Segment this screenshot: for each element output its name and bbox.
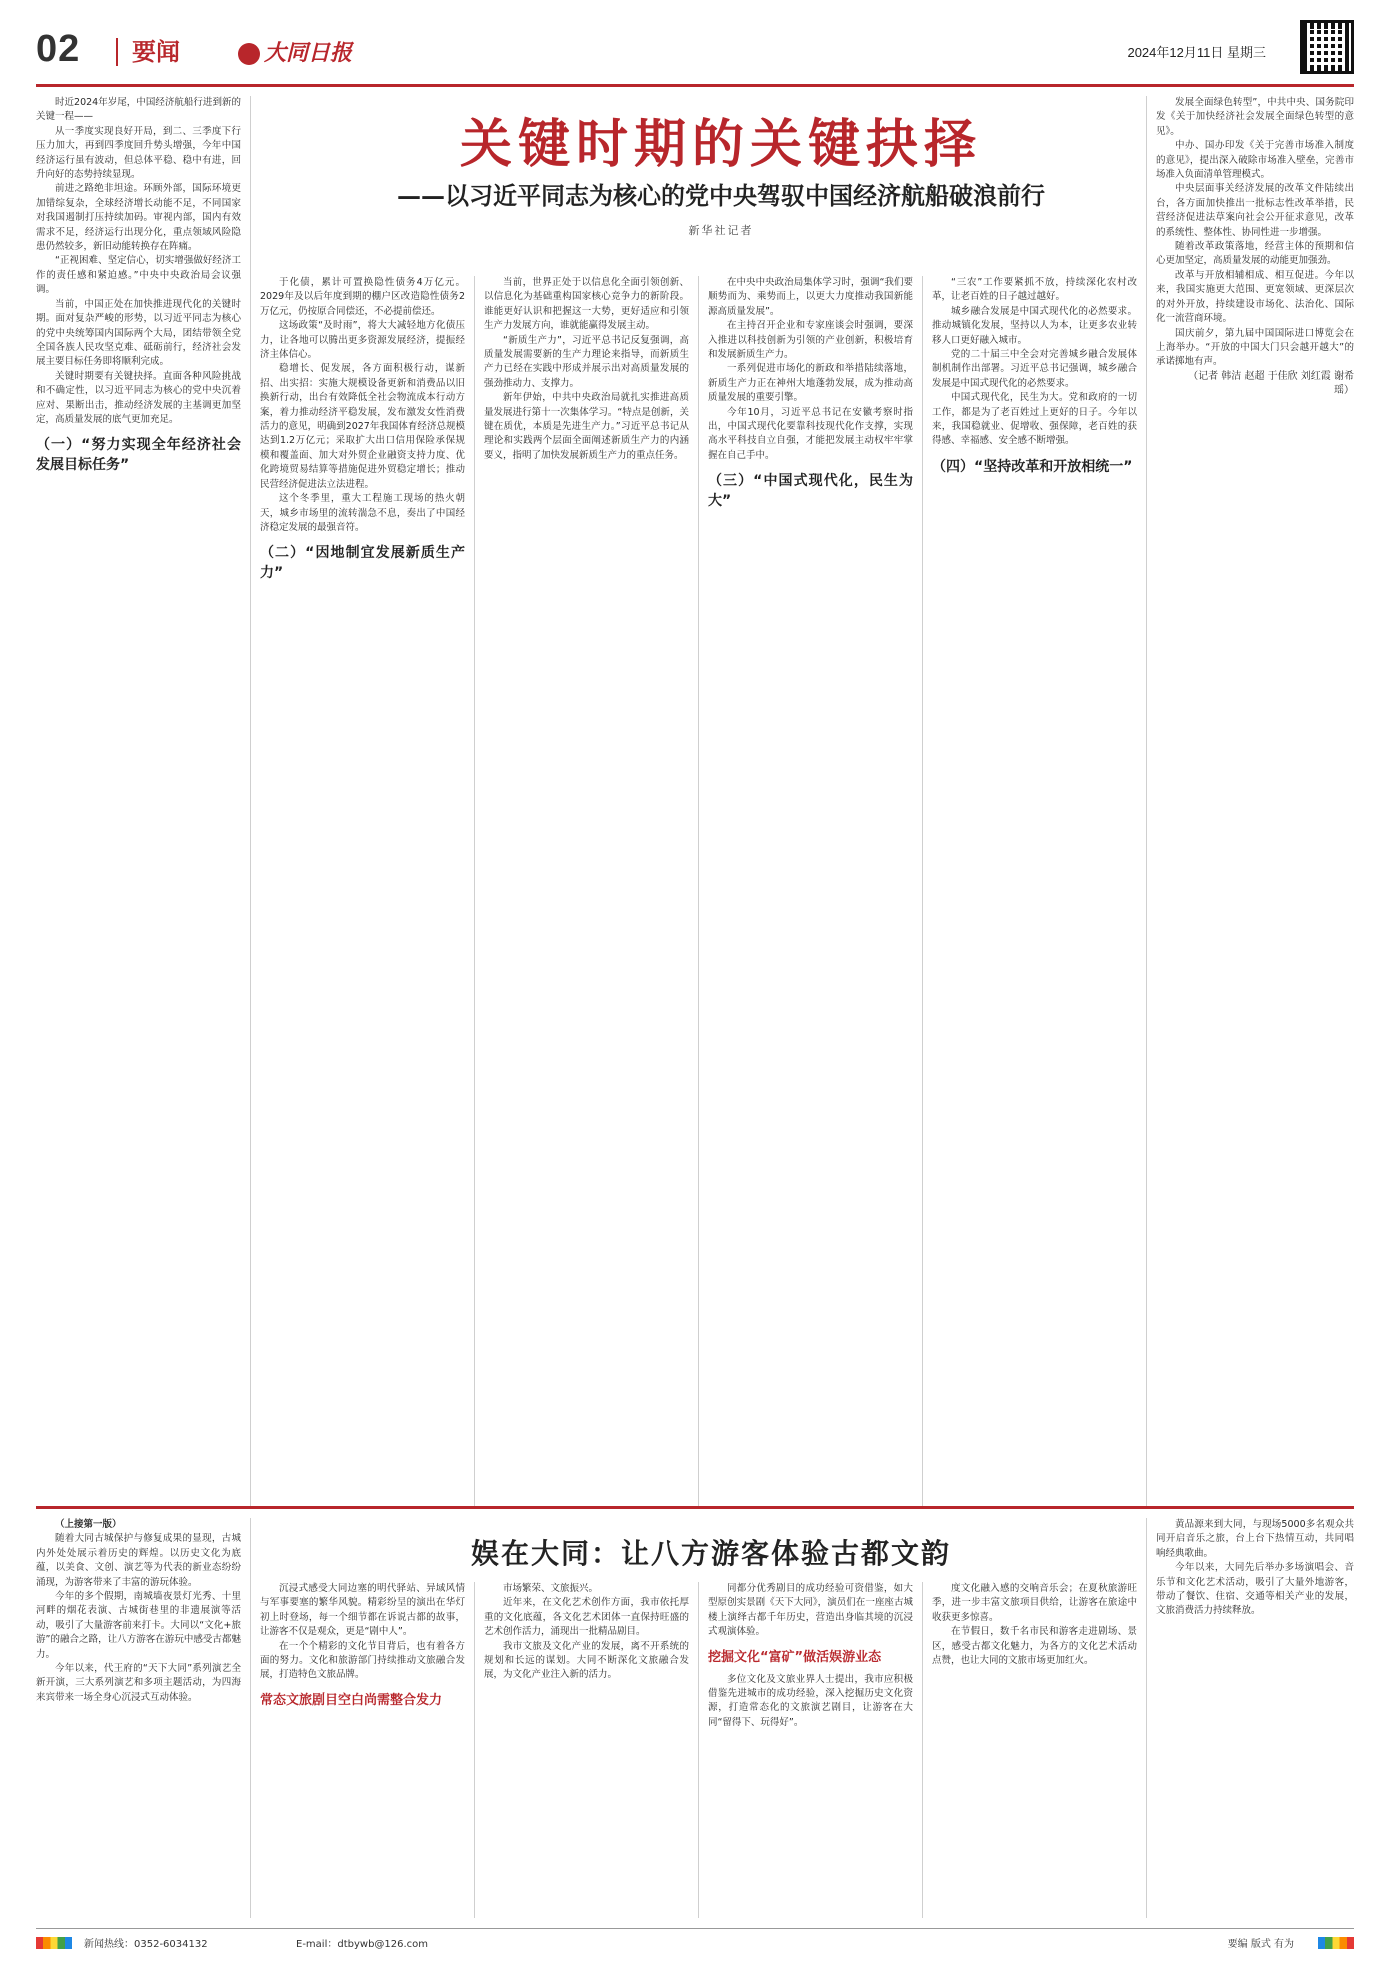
masthead-name: 大同日报 (264, 40, 353, 66)
column-rule (1146, 1518, 1147, 1918)
reporter-credits: （记者 韩洁 赵超 于佳欣 刘红霞 谢希瑶） (1188, 370, 1354, 397)
paragraph: 时近2024年岁尾，中国经济航船行进到新的关键一程—— (36, 97, 241, 123)
article-column (932, 276, 1137, 1506)
column-rule (922, 276, 923, 1506)
paragraph: “正视困难、坚定信心，切实增强做好经济工作的责任感和紧迫感。”中央中央政治局会议强调。 (36, 255, 241, 296)
column-rule (250, 96, 251, 1506)
paragraph: 沉浸式感受大同边塞的明代驿站、异域风情与军事要塞的繁华风貌。精彩纷呈的演出在华灯初上时登场，每一个细节都在诉说古都的故事，让游客不仅是观众，更是“剧中人”。 (260, 1583, 465, 1638)
paragraph: 中央层面事关经济发展的改革文件陆续出台，各方面加快推出一批标志性改革举措，民营经济促进法草案向社会公开征求意见，改革的系统性、整体性、协同性进一步增强。 (1156, 183, 1354, 238)
paragraph: 黄品源来到大同，与现场5000多名观众共同开启音乐之旅，台上台下热情互动，共同唱响经典歌曲。 (1156, 1519, 1354, 1559)
article-column (260, 1582, 465, 1918)
paragraph: 中办、国办印发《关于完善市场准入制度的意见》，提出深入破除市场准入壁垒，完善市场准入负面清单管理模式。 (1156, 140, 1354, 181)
masthead-emblem-icon (238, 43, 260, 65)
continued-from: （上接第一版） (55, 1519, 122, 1530)
bottom-article (36, 1518, 1354, 1920)
contact-email: E-mail：dtbywb@126.com (296, 1939, 429, 1950)
paragraph: 党的二十届三中全会对完善城乡融合发展体制机制作出部署。习近平总书记强调，城乡融合发展是中国式现代化的必然要求。 (932, 349, 1137, 389)
color-bar-icon (36, 1937, 72, 1949)
section-name: 要闻 (116, 38, 180, 66)
paragraph: 从一季度实现良好开局，到二、三季度下行压力加大，再到四季度回升势头增强，今年中国经济运行虽有波动，但总体平稳、稳中有进，回升向好的态势持续显现。 (36, 125, 241, 181)
paragraph: 中国式现代化，民生为大。党和政府的一切工作，都是为了老百姓过上更好的日子。今年以来，我国稳就业、促增收、强保障，老百姓的获得感、幸福感、安全感不断增强。 (932, 392, 1137, 447)
article-column (484, 276, 689, 1506)
article-divider (36, 1506, 1354, 1509)
paragraph: 随着改革政策落地，经营主体的预期和信心更加坚定，高质量发展的动能更加强劲。 (1156, 241, 1354, 267)
article-subhead: ——以习近平同志为核心的党中央驾驭中国经济航船破浪前行 (397, 181, 1045, 210)
article-column (1156, 96, 1354, 1506)
column-rule (698, 1582, 699, 1918)
paragraph: 我市文旅及文化产业的发展，离不开系统的规划和长远的谋划。大同不断深化文旅融合发展，为文化产业注入新的活力。 (484, 1640, 689, 1681)
issue-date: 2024年12月11日 (1127, 45, 1224, 60)
qr-code-icon (1300, 20, 1354, 74)
column-rule (250, 1518, 251, 1918)
page-header (36, 28, 1354, 87)
paragraph: 在一个个精彩的文化节目背后，也有着各方面的努力。文化和旅游部门持续推动文旅融合发展，打造特色文旅品牌。 (260, 1640, 465, 1681)
article-column (708, 276, 913, 1506)
article-column (1156, 1518, 1354, 1918)
paragraph: 这个冬季里，重大工程施工现场的热火朝天，城乡市场里的流转湍急不息，奏出了中国经济稳定发展的最强音符。 (260, 493, 465, 533)
paragraph: 稳增长、促发展，各方面积极行动，谋新招、出实招：实施大规模设备更新和消费品以旧换新行动，出台有效降低全社会物流成本行动方案，着力推动经济平稳发展，发布激发女性消费活力的意见，明确到2027年我国体育经济总规模达到1.2万亿元；采取扩大出口信用保险承保规模和覆盖面、加大对外贸企业融资支持力度、优化跨境贸易结算等措施促进外贸稳定增长；推动民营经济促进法立法进程。 (260, 363, 465, 490)
article-column (932, 1582, 1137, 1918)
paragraph: 当前，中国正处在加快推进现代化的关键时期。面对复杂严峻的形势，以习近平同志为核心的党中央统筹国内国际两个大局，团结带领全党全国各族人民攻坚克难、砥砺前行，经济社会发展主要目标任务即将顺利完成。 (36, 298, 241, 368)
section-heading: （一）“努力实现全年经济社会发展目标任务” (36, 437, 241, 474)
article-column (36, 96, 241, 1506)
paragraph: 今年以来，代王府的“天下大同”系列演艺全新开演，三大系列演艺和多项主题活动，为四海来宾带来一场全身心沉浸式互动体验。 (36, 1663, 241, 1703)
column-rule (474, 1582, 475, 1918)
paragraph: 国庆前夕，第九届中国国际进口博览会在上海举办。“开放的中国大门只会越开越大”的承诺掷地有声。 (1156, 327, 1354, 368)
paragraph: 今年10月，习近平总书记在安徽考察时指出，中国式现代化要靠科技现代化作支撑，实现高水平科技自立自强，才能把发展主动权牢牢掌握在自己手中。 (708, 406, 913, 461)
section-heading: 常态文旅剧目空白尚需整合发力 (260, 1692, 443, 1708)
paragraph: 发展全面绿色转型”，中共中央、国务院印发《关于加快经济社会发展全面绿色转型的意见》。 (1156, 97, 1354, 137)
news-hotline: 新闻热线：0352-6034132 (84, 1939, 208, 1950)
issue-weekday: 星期三 (1226, 45, 1266, 60)
paragraph: 这场政策“及时雨”，将大大减轻地方化债压力，让各地可以腾出更多资源发展经济，提振经济主体信心。 (260, 320, 465, 361)
article-headline: 关键时期的关键抉择 (459, 114, 982, 175)
paragraph: 于化债，累计可置换隐性债务4万亿元。2029年及以后年度到期的棚户区改造隐性债务2万亿元，仍按原合同偿还，不必提前偿还。 (260, 277, 465, 317)
top-article (36, 96, 1354, 1506)
column-rule (1146, 96, 1147, 1506)
paragraph: 市场繁荣、文旅振兴。 (503, 1583, 599, 1594)
paragraph: 今年的多个假期，南城墙夜景灯光秀、十里河畔的烟花表演、古城街巷里的非遗展演等活动，吸引了大量游客前来打卡。大同以“文化+旅游”的融合之路，让八方游客在游玩中感受古都魅力。 (36, 1591, 241, 1660)
section-heading: （二）“因地制宜发展新质生产力” (260, 545, 465, 582)
bottom-headline: 娱在大同：让八方游客体验古都文韵 (470, 1537, 951, 1570)
paragraph: 今年以来，大同先后举办多场演唱会、音乐节和文化艺术活动，吸引了大量外地游客，带动了餐饮、住宿、交通等相关产业的发展，文旅消费活力持续释放。 (1156, 1562, 1354, 1617)
paragraph: 前进之路绝非坦途。环顾外部，国际环境更加错综复杂，全球经济增长动能不足，不同国家对我国遏制打压持续加码。审视内部，国内有效需求不足，经济运行出现分化，重点领域风险隐患仍然较多，新旧动能转换存在阵痛。 (36, 183, 241, 253)
page-footer (36, 1928, 1354, 1959)
paragraph: 关键时期要有关键抉择。直面各种风险挑战和不确定性，以习近平同志为核心的党中央沉着应对、果断出击，推动经济发展的主基调更加坚定，高质量发展的底气更加充足。 (36, 370, 241, 425)
paragraph: 一系列促进市场化的新政和举措陆续落地，新质生产力正在神州大地蓬勃发展，成为推动高质量发展的重要引擎。 (708, 363, 913, 404)
paragraph: 同都分优秀剧目的成功经验可资借鉴，如大型原创实景剧《天下大同》，演员们在一座座古城楼上演绎古都千年历史，营造出身临其境的沉浸式观演体验。 (708, 1583, 913, 1638)
paragraph: 在节假日，数千名市民和游客走进剧场、景区，感受古都文化魅力，为各方的文化艺术活动点赞，也让大同的文旅市场更加红火。 (932, 1626, 1137, 1667)
paragraph: 在主持召开企业和专家座谈会时强调，要深入推进以科技创新为引领的产业创新，积极培育和发展新质生产力。 (708, 320, 913, 361)
paragraph: 近年来，在文化艺术创作方面，我市依托厚重的文化底蕴，各文化艺术团体一直保持旺盛的艺术创作活力，涌现出一批精品剧目。 (484, 1597, 689, 1638)
paragraph: 多位文化及文旅业界人士提出，我市应积极借鉴先进城市的成功经验，深入挖掘历史文化资源，打造常态化的文旅演艺剧目，让游客在大同“留得下、玩得好”。 (708, 1673, 913, 1728)
editor-credits: 要编 版式 有为 (1227, 1939, 1294, 1950)
color-bar-icon (1318, 1937, 1354, 1949)
section-heading: 挖掘文化“富矿”做活娱游业态 (708, 1649, 882, 1665)
paragraph: 随着大同古城保护与修复成果的显现，古城内外处处展示着历史的辉煌。以历史文化为底蕴，以美食、文创、演艺等为代表的新业态纷纷涌现，为游客带来了丰富的游玩体验。 (36, 1533, 241, 1588)
masthead-logo (238, 36, 352, 67)
paragraph: 在中央中央政治局集体学习时，强调“我们要顺势而为、乘势而上，以更大力度推动我国新能源高质量发展”。 (708, 277, 913, 317)
article-column (260, 276, 465, 1506)
paragraph: “三农”工作要紧抓不放，持续深化农村改革，让老百姓的日子越过越好。 (932, 277, 1137, 303)
paragraph: 城乡融合发展是中国式现代化的必然要求。推动城镇化发展，坚持以人为本，让更多农业转移人口更好融入城市。 (932, 305, 1137, 346)
date-line (1127, 42, 1266, 61)
article-column (36, 1518, 241, 1918)
article-byline: 新华社记者 (688, 224, 754, 237)
paragraph: 当前，世界正处于以信息化全面引领创新、以信息化为基础重构国家核心竞争力的新阶段。谁能更好认识和把握这一大势，更好适应和引领生产力发展方向，谁就能赢得发展主动。 (484, 277, 689, 332)
paragraph: 新年伊始，中共中央政治局就扎实推进高质量发展进行第十一次集体学习。“特点是创新，关键在质优，本质是先进生产力。”习近平总书记从理论和实践两个层面全面阐述新质生产力的内涵要义，指明了加快发展新质生产力的重点任务。 (484, 392, 689, 461)
paragraph: 度文化融入感的交响音乐会；在夏秋旅游旺季，进一步丰富文旅项目供给，让游客在旅途中收获更多惊喜。 (932, 1583, 1137, 1623)
column-rule (474, 276, 475, 1506)
article-column (708, 1582, 913, 1918)
article-column (484, 1582, 689, 1918)
column-rule (922, 1582, 923, 1918)
section-heading: （四）“坚持改革和开放相统一” (932, 458, 1133, 475)
paragraph: “新质生产力”，习近平总书记反复强调，高质量发展需要新的生产力理论来指导，而新质生产力已经在实践中形成并展示出对高质量发展的强劲推动力、支撑力。 (484, 334, 689, 389)
paragraph: 改革与开放相辅相成、相互促进。今年以来，我国实施更大范围、更宽领域、更深层次的对外开放，持续建设市场化、法治化、国际化一流营商环境。 (1156, 269, 1354, 325)
column-rule (698, 276, 699, 1506)
section-heading: （三）“中国式现代化，民生为大” (708, 473, 913, 510)
page-number: 02 (36, 28, 81, 70)
